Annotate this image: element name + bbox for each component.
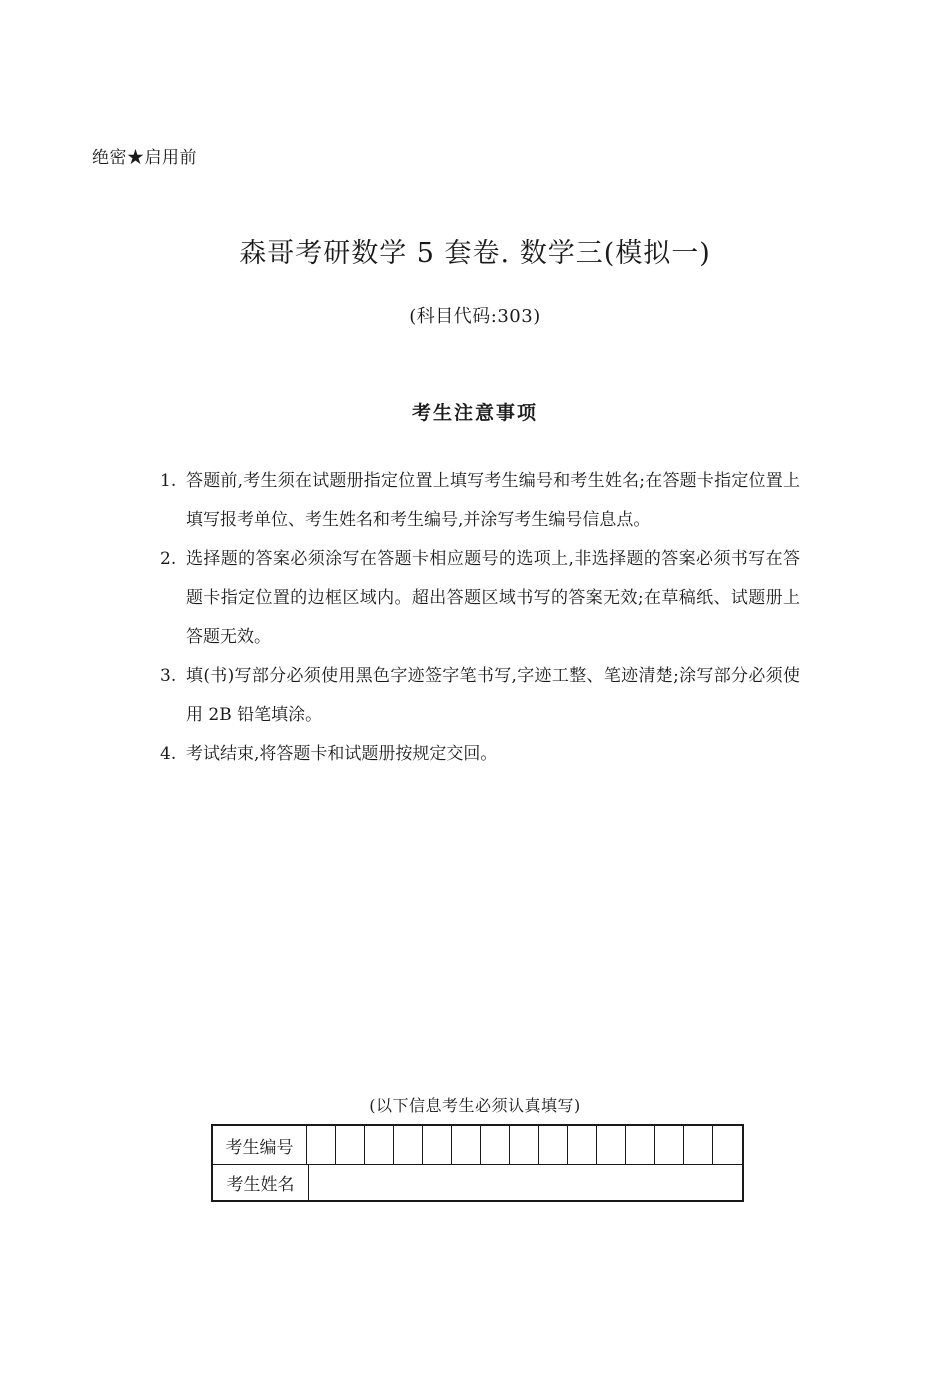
notice-number: 4. (160, 744, 177, 764)
candidate-number-digit-box[interactable] (626, 1126, 655, 1164)
exam-title: 森哥考研数学 5 套卷. 数学三(模拟一) (239, 238, 711, 269)
notice-text: 填(书)写部分必须使用黑色字迹签字笔书写,字迹工整、笔迹清楚;涂写部分必须使用 2B 铅笔填涂。 (186, 666, 800, 725)
candidate-number-row (213, 1126, 742, 1165)
candidate-number-digit-box[interactable] (655, 1126, 684, 1164)
candidate-number-digit-box[interactable] (684, 1126, 713, 1164)
notice-item (160, 540, 800, 657)
candidate-number-digit-box[interactable] (539, 1126, 568, 1164)
notice-text: 答题前,考生须在试题册指定位置上填写考生编号和考生姓名;在答题卡指定位置上填写报考单位、考生姓名和考生编号,并涂写考生编号信息点。 (186, 471, 800, 530)
candidate-name-row (213, 1165, 742, 1200)
candidate-number-digit-box[interactable] (597, 1126, 626, 1164)
candidate-number-digit-box[interactable] (452, 1126, 481, 1164)
notice-number: 3. (160, 666, 177, 686)
candidate-number-digit-box[interactable] (394, 1126, 423, 1164)
candidate-number-digit-box[interactable] (510, 1126, 539, 1164)
classification-label: 绝密★启用前 (92, 148, 197, 168)
candidate-number-digit-box[interactable] (307, 1126, 336, 1164)
info-caption: (以下信息考生必须认真填写) (369, 1096, 581, 1115)
candidate-number-digit-box[interactable] (568, 1126, 597, 1164)
candidate-number-digit-box[interactable] (336, 1126, 365, 1164)
candidate-number-digit-box[interactable] (365, 1126, 394, 1164)
subject-code: (科目代码:303) (409, 306, 541, 327)
candidate-number-digit-box[interactable] (713, 1126, 742, 1164)
candidate-number-digit-box[interactable] (423, 1126, 452, 1164)
notice-text: 考试结束,将答题卡和试题册按规定交回。 (186, 744, 498, 764)
notice-item (160, 462, 800, 540)
candidate-number-boxes (307, 1126, 742, 1164)
candidate-name-field[interactable] (309, 1165, 742, 1200)
candidate-number-label: 考生编号 (213, 1126, 307, 1164)
candidate-name-label: 考生姓名 (213, 1165, 309, 1200)
candidate-number-digit-box[interactable] (481, 1126, 510, 1164)
notice-number: 2. (160, 549, 177, 569)
notice-text: 选择题的答案必须涂写在答题卡相应题号的选项上,非选择题的答案必须书写在答题卡指定位置的边框区域内。超出答题区域书写的答案无效;在草稿纸、试题册上答题无效。 (186, 549, 800, 647)
notice-number: 1. (160, 471, 177, 491)
notice-item (160, 657, 800, 735)
notice-item (160, 735, 800, 774)
notice-heading: 考生注意事项 (411, 402, 538, 424)
notice-list (160, 462, 800, 774)
candidate-info-table (211, 1124, 744, 1202)
